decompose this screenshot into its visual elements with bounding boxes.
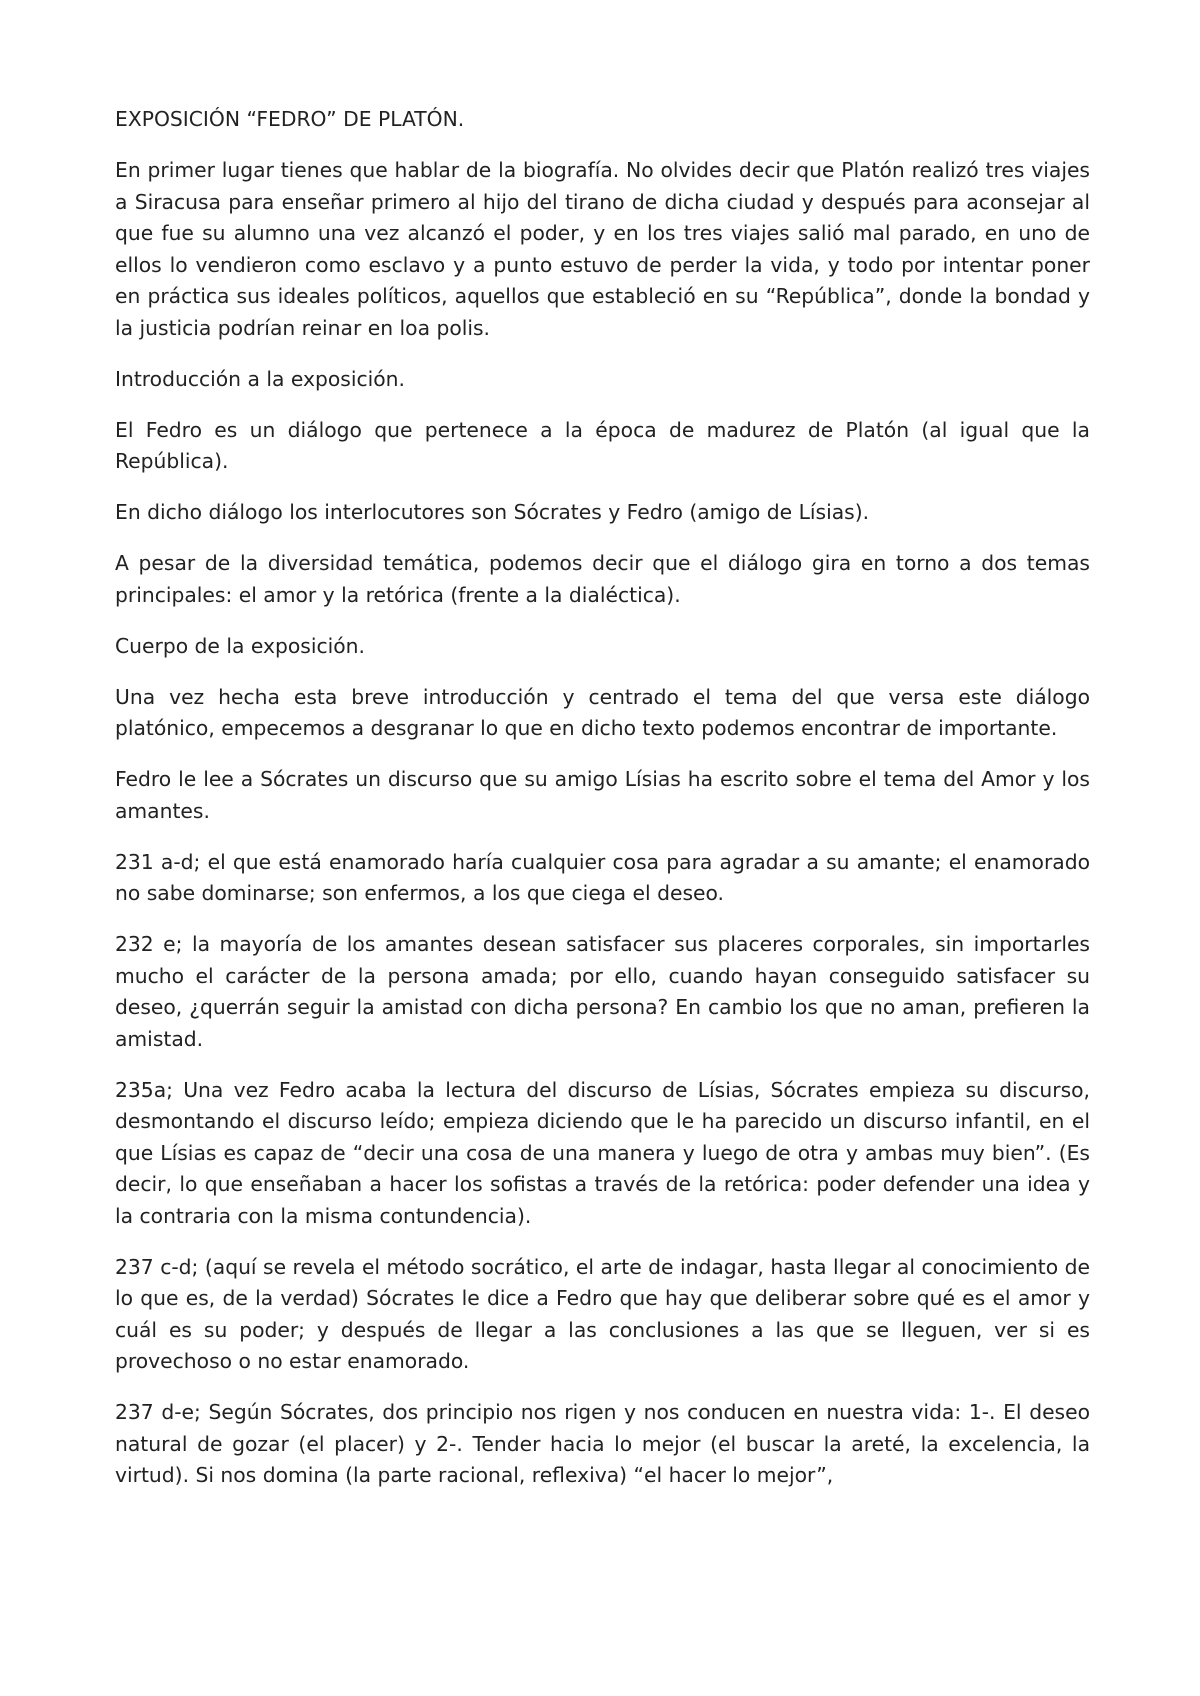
- paragraph-232: 232 e; la mayoría de los amantes desean satisfacer sus placeres corporales, sin importarles mucho el carácter de la persona amada; por ello, cuando hayan conseguido satisfacer su deseo, ¿querrán seguir la amistad con dicha persona? En cambio los que no aman, prefieren la amistad.: [115, 932, 1090, 1051]
- document-title: EXPOSICIÓN “FEDRO” DE PLATÓN.: [115, 107, 465, 131]
- paragraph-237-de: 237 d-e; Según Sócrates, dos principio nos rigen y nos conducen en nuestra vida: 1-. El deseo natural de gozar (el placer) y 2-. Tender hacia lo mejor (el buscar la areté, la excelencia, la virtud). Si nos domina (la parte racional, reflexiva) “el hacer lo mejor”,: [115, 1400, 1090, 1487]
- section-heading-body: Cuerpo de la exposición.: [115, 633, 365, 658]
- paragraph-interlocutors: En dicho diálogo los interlocutores son Sócrates y Fedro (amigo de Lísias).: [115, 500, 870, 524]
- document-page: [115, 104, 1090, 1511]
- paragraph-lisias-speech: Fedro le lee a Sócrates un discurso que su amigo Lísias ha escrito sobre el tema del Amor y los amantes.: [115, 767, 1090, 823]
- paragraph-fedro-dialogue: El Fedro es un diálogo que pertenece a la época de madurez de Platón (al igual que la República).: [115, 417, 1090, 473]
- paragraph-237-cd: 237 c-d; (aquí se revela el método socrático, el arte de indagar, hasta llegar al conocimiento de lo que es, de la verdad) Sócrates le dice a Fedro que hay que deliberar sobre qué es el amor y cuál es su poder; y después de llegar a las conclusiones a las que se lleguen, ver si es provechoso o no estar enamorado.: [115, 1254, 1090, 1373]
- paragraph-themes: A pesar de la diversidad temática, podemos decir que el diálogo gira en torno a dos temas principales: el amor y la retórica (frente a la dialéctica).: [115, 551, 1090, 607]
- paragraph-intro-done: Una vez hecha esta breve introducción y centrado el tema del que versa este diálogo platónico, empecemos a desgranar lo que en dicho texto podemos encontrar de importante.: [115, 684, 1090, 740]
- paragraph-231: 231 a-d; el que está enamorado haría cualquier cosa para agradar a su amante; el enamorado no sabe dominarse; son enfermos, a los que ciega el deseo.: [115, 849, 1090, 905]
- section-heading-introduction: Introducción a la exposición.: [115, 366, 405, 391]
- paragraph-235a: 235a; Una vez Fedro acaba la lectura del discurso de Lísias, Sócrates empieza su discurso, desmontando el discurso leído; empieza diciendo que le ha parecido un discurso infantil, en el que Lísias es capaz de “decir una cosa de una manera y luego de otra y ambas muy bien”. (Es decir, lo que enseñaban a hacer los sofistas a través de la retórica: poder defender una idea y la contraria con la misma contundencia).: [115, 1077, 1090, 1228]
- paragraph-biography: En primer lugar tienes que hablar de la biografía. No olvides decir que Platón realizó tres viajes a Siracusa para enseñar primero al hijo del tirano de dicha ciudad y después para aconsejar al que fue su alumno una vez alcanzó el poder, y en los tres viajes salió mal parado, en uno de ellos lo vendieron como esclavo y a punto estuvo de perder la vida, y todo por intentar poner en práctica sus ideales políticos, aquellos que estableció en su “República”, donde la bondad y la justicia podrían reinar en loa polis.: [115, 158, 1090, 340]
